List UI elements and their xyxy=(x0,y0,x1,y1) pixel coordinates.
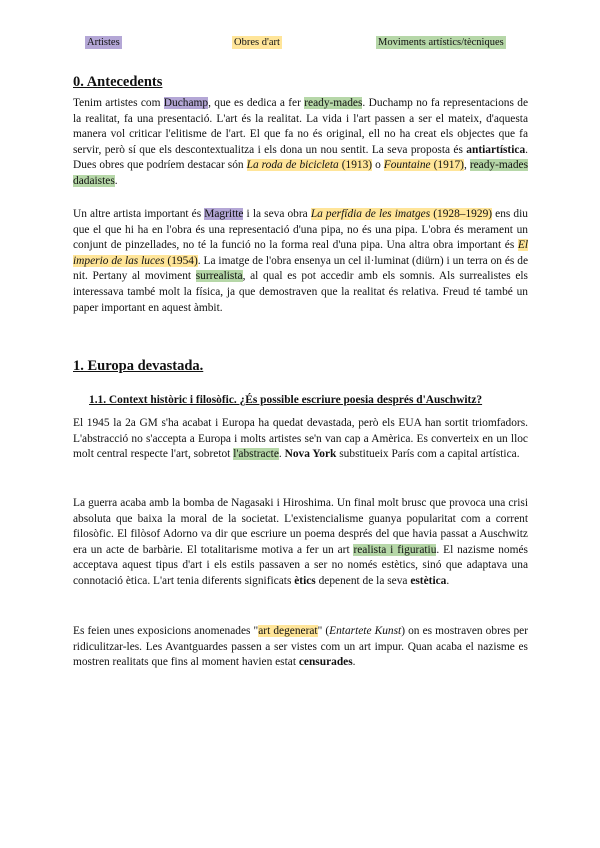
text-run: depenent de la seva xyxy=(315,574,411,587)
work-perfidia-title: La perfídia de les imatges xyxy=(310,208,431,220)
text-run: El 1945 la 2a GM s'ha acabat i Europa ha quedat devastada, però els EUA han sortit triomfadors. L'abstracció no s'accepta a Europa i molts artistes se'n van cap a Amèrica. Es converteix en un lloc molt central respecte l'art, sobretot xyxy=(73,417,528,461)
subsection-title-context: 1.1. Context històric i filosòfic. ¿És possible escriure poesia després d'Auschwitz? xyxy=(89,394,483,406)
text-run: , que es dedica a fer xyxy=(208,97,305,109)
highlight-legend xyxy=(0,36,600,50)
text-run: ens diu que el que hi ha en l'obra és una representació d'una pipa, no és una pipa. L'obra és merament un conjunt de pinzellades, no té la funció no la forma real d'una pipa. Una altra obra important és xyxy=(73,208,528,252)
text-run: . xyxy=(278,448,285,461)
term-nova-york: Nova York xyxy=(284,448,337,461)
term-antiartistica: antiartística xyxy=(466,143,526,156)
legend-works: Obres d'art xyxy=(234,37,280,48)
text-run: Un altre artista important és xyxy=(73,208,205,220)
text-run: Tenim artistes com xyxy=(73,97,164,109)
legend-artists: Artistes xyxy=(87,37,120,48)
work-roda-bicicleta-year: (1913) xyxy=(338,159,373,172)
text-run: . xyxy=(352,656,356,669)
section-antecedents-title-block xyxy=(73,73,528,91)
text-run: . xyxy=(114,174,118,187)
work-art-degenerat: art degenerat xyxy=(258,625,318,637)
paragraph-magritte-text xyxy=(73,207,528,316)
work-imperio-year: (1954) xyxy=(164,254,198,267)
text-run: substitueix París com a capital artística. xyxy=(336,448,520,461)
artist-duchamp: Duchamp xyxy=(163,97,209,109)
paragraph-exposicions xyxy=(73,624,528,671)
term-estetica: estètica xyxy=(410,574,447,587)
movement-abstracte: l'abstracte xyxy=(233,448,279,461)
text-run: . Duchamp no fa representacions de la realitat, fa una presentació. L'art és la realitat. La vida i l'art passen a ser el mateix, d'aquesta manera vol criticar l'elitisme de l'art. El que fa no és original, ell no ha creat els objectes que fa servir, però sí que els descontextualitza i els dona un nou sentit. La seva proposta és xyxy=(73,97,528,156)
legend-movements: Moviments artístics/tècniques xyxy=(378,37,504,48)
work-fountaine xyxy=(384,159,464,171)
text-run: Es feien unes exposicions anomenades " xyxy=(73,625,259,637)
subsection-context-title-block xyxy=(89,393,529,408)
work-roda-bicicleta xyxy=(247,159,372,171)
artist-magritte: Magritte xyxy=(204,208,244,220)
work-fountaine-year: (1917) xyxy=(430,159,464,172)
text-run: o xyxy=(372,159,384,172)
text-run: La guerra acaba amb la bomba de Nagasaki i Hiroshima. Un final molt brusc que provoca una crisi absoluta que baixa la moral de la societat. L'existencialisme guanya popularitat com a corrent filosòfic. El filòsof Adorno va dir que escriure un poema després del que havia passat a Auschwitz era un acte de barbàrie. El totalitarisme motiva a fer un art xyxy=(73,497,528,556)
text-run: , xyxy=(463,159,470,172)
term-censurades: censurades xyxy=(298,656,353,669)
paragraph-1945-text xyxy=(73,416,528,463)
text-run: ) on es mostraven obres per ridiculitzar-les. Les Avantguardes passen a ser vistes com un art impur. Quan acaba el nazisme es mostren realitats que fins al moment havien estat xyxy=(73,625,528,669)
work-imperio-title: El imperio de las luces xyxy=(73,239,528,267)
section-title-europa-devastada: 1. Europa devastada. xyxy=(73,358,204,374)
movement-ready-mades: ready-mades xyxy=(304,97,363,109)
movement-surrealista: surrealista xyxy=(195,270,243,283)
text-run: . Dues obres que podríem destacar són xyxy=(73,143,528,172)
paragraph-guerra xyxy=(73,496,528,590)
paragraph-1945 xyxy=(73,416,528,463)
paragraph-duchamp xyxy=(73,96,528,190)
work-fountaine-title: Fountaine xyxy=(383,159,431,172)
work-roda-bicicleta-title: La roda de bicicleta xyxy=(246,159,339,172)
paragraph-magritte xyxy=(73,207,528,316)
paragraph-duchamp-text xyxy=(73,96,528,190)
movement-realista-figuratiu: realista i figuratiu xyxy=(353,543,437,556)
work-perfidia-year: (1928–1929) xyxy=(430,208,493,220)
paragraph-exposicions-text xyxy=(73,624,528,671)
term-etics: ètics xyxy=(294,574,316,587)
section-title-antecedents: 0. Antecedents xyxy=(73,74,163,90)
text-run: " ( xyxy=(317,625,330,637)
text-run: . El nazisme només acceptava aquest tipus d'art i els estils passaven a ser no només estètics, sinó que adaptava una connotació ètica. L'art tenia diferents significats xyxy=(73,543,528,587)
section-europa-title-block xyxy=(73,357,528,375)
paragraph-guerra-text xyxy=(73,496,528,590)
text-run: , al qual es pot accedir amb els somnis. Als surrealistes els interessava també molt la física, ja que demostraven que la realitat és relativa. Freud té també un paper important en aquest àmbit. xyxy=(73,270,528,314)
term-entartete-kunst: Entartete Kunst xyxy=(329,625,402,637)
text-run: . xyxy=(446,574,450,587)
work-perfidia-imatges xyxy=(311,208,492,220)
text-run: i la seva obra xyxy=(243,208,311,220)
text-run: . La imatge de l'obra ensenya un cel il·luminat (diürn) i un terra on és de nit. Pertany al moviment xyxy=(73,254,528,283)
movement-ready-mades-dadaistes: ready-mades dadaistes xyxy=(73,159,529,187)
